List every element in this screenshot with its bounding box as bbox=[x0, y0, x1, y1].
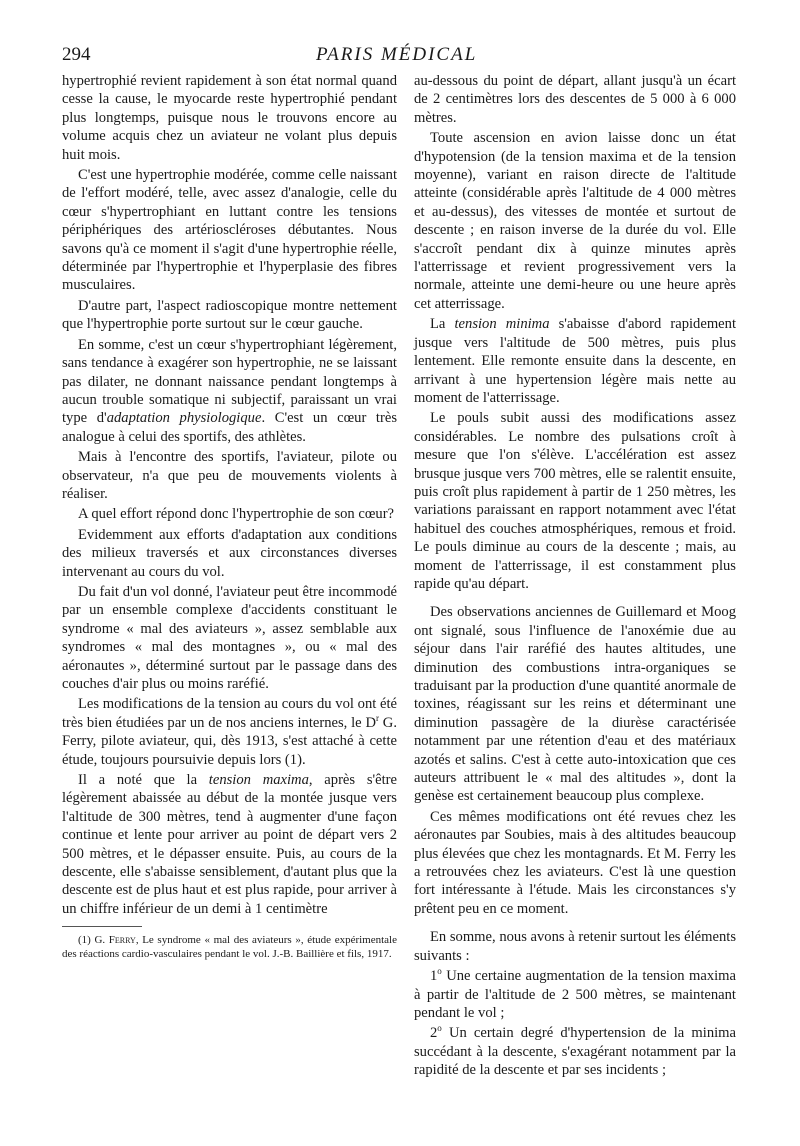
footnote-mark: (1) bbox=[78, 934, 95, 947]
list-item bbox=[414, 967, 736, 1022]
superscript: r bbox=[376, 712, 379, 723]
text-run: G. Ferry, pilote aviateur, qui, dès 1913, s'est attaché à cette étude, toujours poursuivie depuis lors (1). bbox=[62, 714, 397, 768]
paragraph bbox=[414, 315, 736, 407]
text-run: Une certaine augmentation de la tension maxima à partir de l'altitude de 2 500 mètres, se maintenant pendant le vol ; bbox=[414, 968, 736, 1021]
text-run: , après s'être légèrement abaissée au début de la montée jusque vers l'altitude de 300 mètres, tend à augmenter d'une façon continue et lente pour arriver au point de départ vers 2 500 mètres, et le dépasser ensuite. Puis, au cours de la descente, elle s'abaisse sensiblement, d'autant plus que la descente est de plus haut et est plus rapide, pour arriver à un chiffre inférieur de un demi à 1 centimètre bbox=[62, 772, 397, 917]
paragraph: Toute ascension en avion laisse donc un état d'hypotension (de la tension maxima et de la tension moyenne), variant en raison directe de l'altitude atteinte (considérable après l'altitude de 4 000 mètres et au-dessus), des vitesses de montée et surtout de descente ; en raison inverse de la durée du vol. Elle s'accroît pendant dix à quinze minutes après l'atterrissage et revient progressivement vers la normale, atteinte une demi-heure ou une heure après cet atterrissage. bbox=[414, 130, 736, 312]
text-run: Un certain degré d'hypertension de la minima succédant à la descente, s'exagérant notamment par la rapidité de la descente et par ses incidents ; bbox=[414, 1025, 736, 1079]
paragraph: En somme, nous avons à retenir surtout les éléments suivants : bbox=[414, 929, 736, 964]
journal-title: PARIS MÉDICAL bbox=[316, 44, 478, 65]
superscript: o bbox=[437, 966, 442, 977]
left-column bbox=[62, 72, 397, 963]
text-run: Il a noté que la bbox=[78, 772, 209, 789]
list-number: 2 bbox=[430, 1025, 438, 1042]
superscript: o bbox=[437, 1023, 442, 1034]
footnote-text: , Le syndrome « mal des aviateurs », étude expérimentale des réactions cardio-vasculaires pendant le vol. J.-B. Baillière et fils, 1917. bbox=[62, 934, 397, 961]
list-number: 1 bbox=[430, 968, 438, 985]
paragraph: hypertrophié revient rapidement à son état normal quand cesse la cause, le myocarde reste hypertrophié pendant plus longtemps, puisque nous le trouvons encore au volume acquis chez un aviateur ne volant plus depuis huit mois. bbox=[62, 73, 397, 163]
paragraph: D'autre part, l'aspect radioscopique montre nettement que l'hypertrophie porte surtout sur le cœur gauche. bbox=[62, 297, 397, 333]
list-item bbox=[414, 1024, 736, 1079]
right-column bbox=[414, 72, 736, 1082]
italic-term: adaptation physiologique bbox=[106, 410, 262, 427]
paragraph: Des observations anciennes de Guillemard et Moog ont signalé, sous l'influence de l'anoxémie due au séjour dans l'air raréfié des hautes altitudes, une diminution des combustions intra-organiques se traduisant par la production d'une quantité anormale de toxines, réagissant sur les reins et déterminant une diminution passagère de la diurèse caractérisée notamment par une rétention d'eau et des matériaux azotés et salins. C'est à cette auto-intoxication que ces auteurs attribuent le « mal des altitudes », dont la genèse est certainement beaucoup plus complexe. bbox=[414, 604, 736, 805]
text-run: En somme, c'est un cœur s'hypertrophiant légèrement, sans tendance à exagérer son hypertrophie, ne se laissant pas dilater, ne donnant naissance pendant longtemps à aucun trouble somatique ni subjectif, paraissant un vrai type d' bbox=[62, 336, 397, 427]
text-run: Les modifications de la tension au cours du vol ont été très bien étudiées par un de nos anciens internes, le D bbox=[62, 696, 397, 731]
paragraph: A quel effort répond donc l'hypertrophie de son cœur? bbox=[78, 506, 395, 523]
paragraph bbox=[62, 695, 397, 769]
text-run: . C'est un cœur très analogue à celui des sportifs, des athlètes. bbox=[62, 410, 397, 445]
italic-term: tension maxima bbox=[208, 772, 309, 789]
paragraph: Evidemment aux efforts d'adaptation aux conditions des milieux traversés et aux circonstances diverses intervenant au cours du vol. bbox=[62, 526, 397, 580]
paragraph: au-dessous du point de départ, allant jusqu'à un écart de 2 centimètres lors des descentes de 5 000 à 6 000 mètres. bbox=[414, 73, 736, 126]
text-run: s'abaisse d'abord rapidement jusque vers l'altitude de 500 mètres, puis plus lentement. Elle remonte ensuite dans la descente, en arrivant à une hypertension légère mais nette au moment de l'atterrissage. bbox=[414, 316, 737, 406]
footnote bbox=[62, 933, 397, 961]
paragraph: Mais à l'encontre des sportifs, l'aviateur, pilote ou observateur, n'a que peu de mouvements violents à réaliser. bbox=[62, 449, 397, 502]
page-number: 294 bbox=[62, 44, 91, 65]
footnote-author: G. Ferry bbox=[94, 934, 136, 947]
paragraph: Du fait d'un vol donné, l'aviateur peut être incommodé par un ensemble complexe d'accidents constituant le syndrome « mal des aviateurs », assez semblable aux syndromes « mal des montagnes », ou « mal des aéronautes », déterminé surtout par le passage dans des couches d'air plus ou moins raréfié. bbox=[62, 583, 397, 692]
footnote-divider bbox=[62, 926, 142, 927]
paragraph: Le pouls subit aussi des modifications assez considérables. Le nombre des pulsations croît à mesure que l'on s'élève. L'accélération est assez brusque jusque vers 700 mètres, elle se ralentit ensuite, puis croît plus rapidement à partir de 1 250 mètres, les variations paraissant en rapport notamment avec l'état habituel des couches atmosphériques, remous et froid. Le pouls diminue au cours de la descente ; mais, au moment de l'atterrissage, il est constamment plus rapide qu'au départ. bbox=[414, 410, 736, 592]
paragraph: Ces mêmes modifications ont été revues chez les aéronautes par Soubies, mais à des altitudes beaucoup plus élevées que chez les montagnards. Et M. Ferry les a retrouvées chez les aviateurs. C'est là une question fort intéressante à l'étude. Mais les circonstances s'y prêtent peu en ce moment. bbox=[414, 808, 736, 917]
paragraph: C'est une hypertrophie modérée, comme celle naissant de l'effort modéré, telle, avec assez d'analogie, celle du cœur s'hypertrophiant en luttant contre les tensions périphériques des artérioscléroses débutantes. Nous savons qu'à ce moment il s'agit d'une hypertrophie réelle, déterminée par l'hypertrophie et l'hyperplasie des fibres musculaires. bbox=[62, 167, 397, 294]
paragraph bbox=[62, 336, 397, 446]
paragraph bbox=[62, 771, 397, 918]
italic-term: tension minima bbox=[454, 316, 550, 333]
text-run: La bbox=[430, 316, 455, 333]
